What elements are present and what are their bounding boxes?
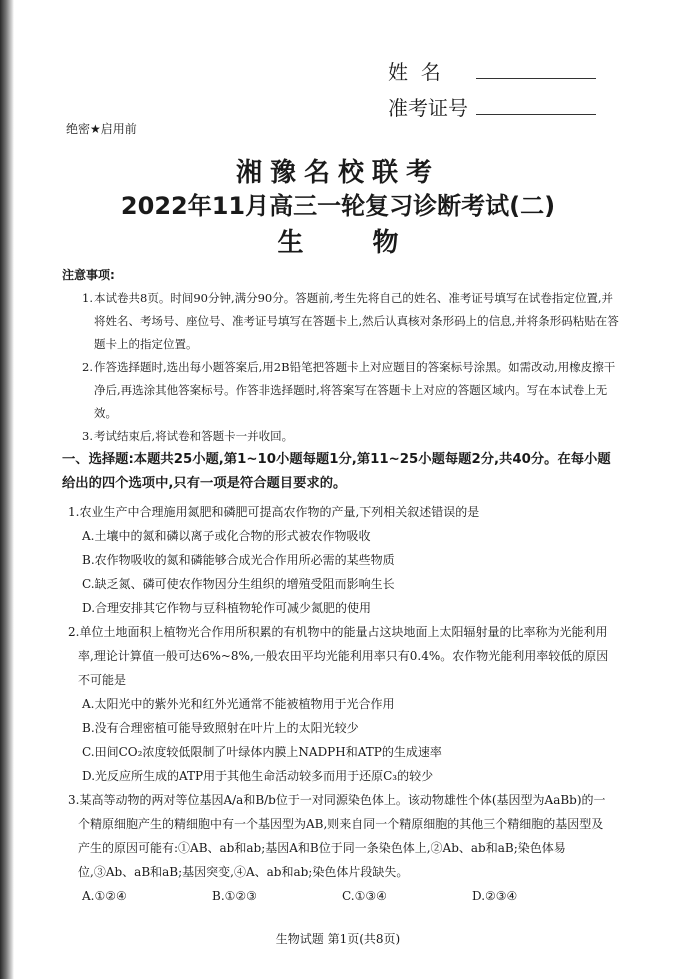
options-row (68, 884, 613, 908)
page-footer: 生物试题 第1页(共8页) (275, 932, 401, 946)
candidate-info (388, 52, 608, 124)
option-a: A.①②④ (82, 889, 127, 903)
question-stem: 2.单位土地面积上植物光合作用所积累的有机物中的能量占这块地面上太阳辐射量的比率称为光能利用率,理论计算值一般可达6%~8%,一般农田平均光能利用率只有0.4%。农作物光能利用率较低的原因不可能是 (68, 625, 609, 687)
question-1 (68, 500, 613, 620)
instruction-item (62, 425, 622, 448)
instruction-item (62, 287, 622, 356)
exam-title-line1: 湘豫名校联考 (235, 158, 440, 188)
instruction-item (62, 356, 622, 425)
option-b: B.①②③ (212, 889, 257, 903)
subject-title: 生 物 (277, 228, 399, 258)
instruction-number: 2. (82, 360, 93, 374)
option-d: D.光反应所生成的ATP用于其他生命活动较多而用于还原C₃的较少 (82, 769, 434, 783)
option-b: B.没有合理密植可能导致照射在叶片上的太阳光较少 (82, 721, 359, 735)
question-stem: 3.某高等动物的两对等位基因A/a和B/b位于一对同源染色体上。该动物雄性个体(基因型为AaBb)的一个精原细胞产生的精细胞中有一个基因型为AB,则来自同一个精原细胞的其他三个精细胞的基因型及产生的原因可能有:①AB、ab和ab;基因A和B位于同一条染色体上,②Ab、ab和aB;染色体易位,③Ab、aB和aB;基因突变,④A、ab和ab;染色体片段缺失。 (68, 793, 606, 879)
exam-number-row (388, 88, 608, 124)
exam-number-label: 准考证号 (388, 96, 468, 120)
secret-mark: 绝密★启用前 (66, 122, 137, 136)
option-a: A.太阳光中的紫外光和红外光通常不能被植物用于光合作用 (82, 697, 395, 711)
section-heading: 一、选择题:本题共25小题,第1~10小题每题1分,第11~25小题每题2分,共40分。在每小题给出的四个选项中,只有一项是符合题目要求的。 (62, 452, 611, 491)
question-stem: 1.农业生产中合理施用氮肥和磷肥可提高农作物的产量,下列相关叙述错误的是 (68, 505, 480, 519)
name-blank[interactable] (476, 78, 596, 79)
instruction-text: 本试卷共8页。时间90分钟,满分90分。答题前,考生先将自己的姓名、准考证号填写在试卷指定位置,并将姓名、考场号、座位号、准考证号填写在答题卡上,然后认真核对条形码上的信息,并将条形码粘贴在答题卡上的指定位置。 (94, 291, 619, 351)
question-3 (68, 788, 613, 908)
option-a: A.土壤中的氮和磷以离子或化合物的形式被农作物吸收 (82, 529, 371, 543)
option-b: B.农作物吸收的氮和磷能够合成光合作用所必需的某些物质 (82, 553, 395, 567)
question-list (68, 500, 613, 908)
option-d: D.合理安排其它作物与豆科植物轮作可减少氮肥的使用 (82, 601, 372, 615)
instruction-number: 3. (82, 429, 93, 443)
instructions (62, 264, 622, 448)
name-label: 姓 名 (388, 60, 441, 84)
exam-number-blank[interactable] (476, 114, 596, 115)
instruction-number: 1. (82, 291, 93, 305)
instructions-heading: 注意事项: (62, 268, 115, 282)
instruction-text: 考试结束后,将试卷和答题卡一并收回。 (94, 429, 294, 443)
scan-edge (0, 0, 14, 979)
exam-title-line2: 2022年11月高三一轮复习诊断考试(二) (120, 192, 556, 220)
instruction-text: 作答选择题时,选出每小题答案后,用2B铅笔把答题卡上对应题目的答案标号涂黑。如需改动,用橡皮擦干净后,再选涂其他答案标号。作答非选择题时,将答案写在答题卡上对应的答题区域内。写在本试卷上无效。 (94, 360, 616, 420)
question-2 (68, 620, 613, 788)
name-row (388, 52, 608, 88)
option-d: D.②③④ (472, 889, 518, 903)
option-c: C.缺乏氮、磷可使农作物因分生组织的增殖受阻而影响生长 (82, 577, 395, 591)
option-c: C.①③④ (342, 889, 387, 903)
option-c: C.田间CO₂浓度较低限制了叶绿体内膜上NADPH和ATP的生成速率 (82, 745, 442, 759)
